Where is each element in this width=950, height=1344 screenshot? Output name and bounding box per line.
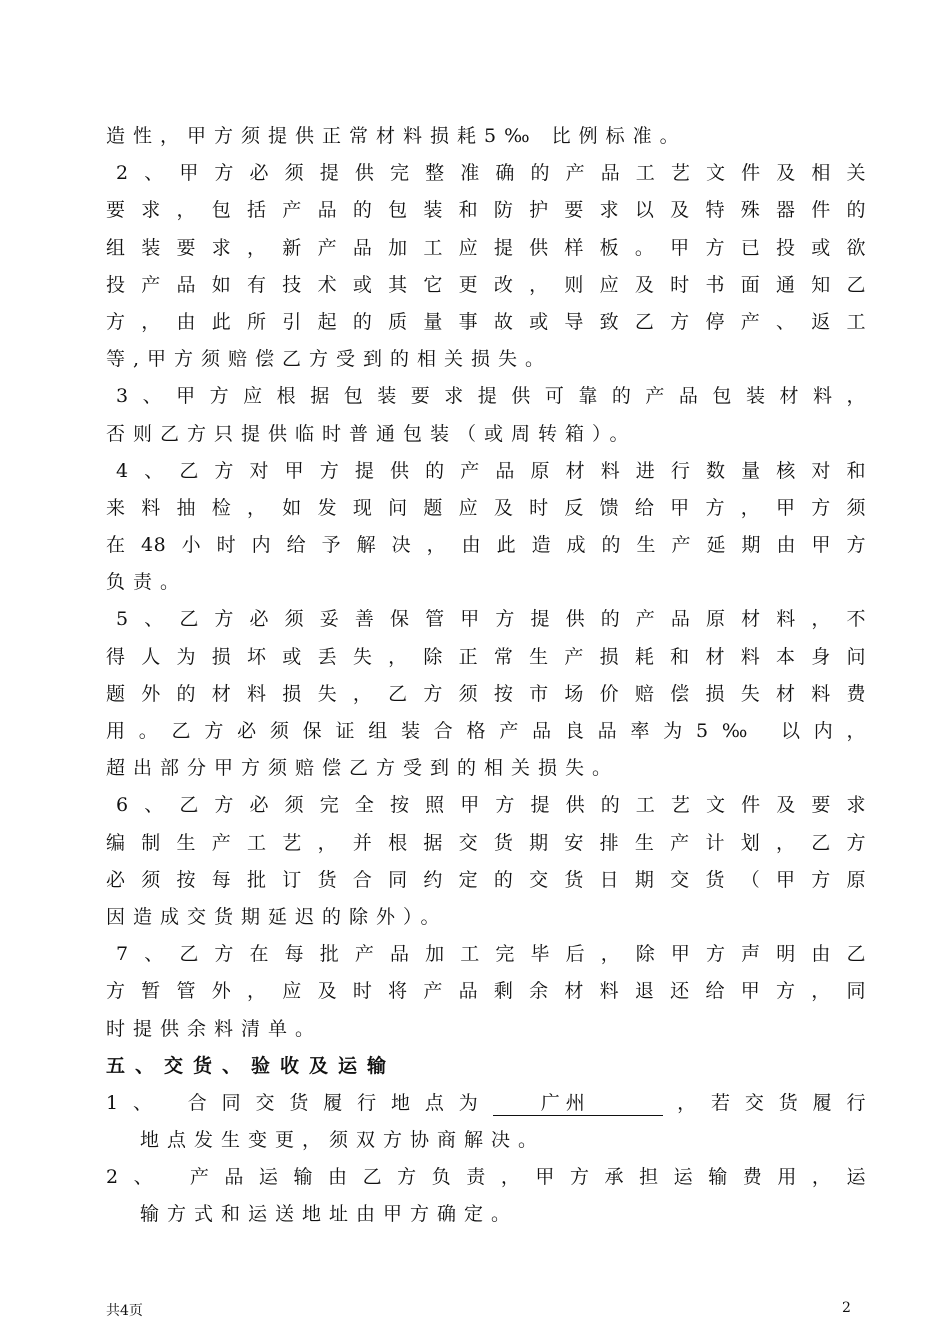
body-line: 否则乙方只提供临时普通包装（或周转箱）。 xyxy=(106,422,637,445)
body-line: 超出部分甲方须赔偿乙方受到的相关损失。 xyxy=(106,757,620,780)
body-line: 题外的材料损失，乙方须按市场价赔偿损失材料费 xyxy=(106,682,866,705)
document-body xyxy=(106,118,866,1234)
body-line: 地点发生变更，须双方协商解决。 xyxy=(140,1129,546,1152)
body-line: 投产品如有技术或其它更改，则应及时书面通知乙 xyxy=(106,273,866,296)
body-line: 7、乙方在每批产品加工完毕后，除甲方声明由乙 xyxy=(116,943,866,966)
delivery-location-blank: 广州 xyxy=(493,1091,663,1116)
body-line: 因造成交货期延迟的除外）。 xyxy=(106,905,448,928)
body-line: 来料抽检，如发现问题应及时反馈给甲方，甲方须 xyxy=(106,496,866,519)
body-line: 造性，甲方须提供正常材料损耗5‰ 比例标准。 xyxy=(106,125,687,147)
body-line: 等,甲方须赔偿乙方受到的相关损失。 xyxy=(106,348,553,371)
body-line: 方暂管外，应及时将产品剩余材料退还给甲方，同 xyxy=(106,980,866,1003)
body-line: 3、甲方应根据包装要求提供可靠的产品包装材料， xyxy=(116,385,866,408)
footer-total-pages: 共4页 xyxy=(106,1303,143,1319)
body-line: 得人为损坏或丢失，除正常生产损耗和材料本身问 xyxy=(106,645,866,668)
body-line: 输方式和运送地址由甲方确定。 xyxy=(140,1203,519,1226)
body-line: 要求，包括产品的包装和防护要求以及特殊器件的 xyxy=(106,199,866,222)
body-line: 时提供余料清单。 xyxy=(106,1017,323,1040)
body-line: 2、甲方必须提供完整准确的产品工艺文件及相关 xyxy=(116,162,866,185)
body-line: 编制生产工艺，并根据交货期安排生产计划，乙方 xyxy=(106,831,866,854)
clause-1-suffix: ，若交货履行 xyxy=(662,1091,866,1114)
section-heading: 五、交货、验收及运输 xyxy=(106,1054,397,1077)
delivery-clause-1 xyxy=(106,1085,866,1122)
body-line: 必须按每批订货合同约定的交货日期交货（甲方原 xyxy=(106,868,866,891)
footer-page-number: 2 xyxy=(842,1300,851,1316)
body-line: 组装要求，新产品加工应提供样板。甲方已投或欲 xyxy=(106,236,866,259)
clause-1-prefix: 1、 合同交货履行地点为 xyxy=(106,1091,493,1114)
body-line: 负责。 xyxy=(106,571,188,594)
body-line: 6、乙方必须完全按照甲方提供的工艺文件及要求 xyxy=(116,794,866,817)
body-line: 5、乙方必须妥善保管甲方提供的产品原材料，不 xyxy=(116,608,866,631)
body-line: 用。乙方必须保证组装合格产品良品率为5‰ 以内， xyxy=(106,720,866,742)
body-line: 4、乙方对甲方提供的产品原材料进行数量核对和 xyxy=(116,459,866,482)
delivery-clause-2: 2、 产品运输由乙方负责，甲方承担运输费用，运 xyxy=(106,1166,866,1189)
body-line: 方，由此所引起的质量事故或导致乙方停产、返工 xyxy=(106,310,866,333)
body-line: 在48小时内给予解决，由此造成的生产延期由甲方 xyxy=(106,534,866,557)
